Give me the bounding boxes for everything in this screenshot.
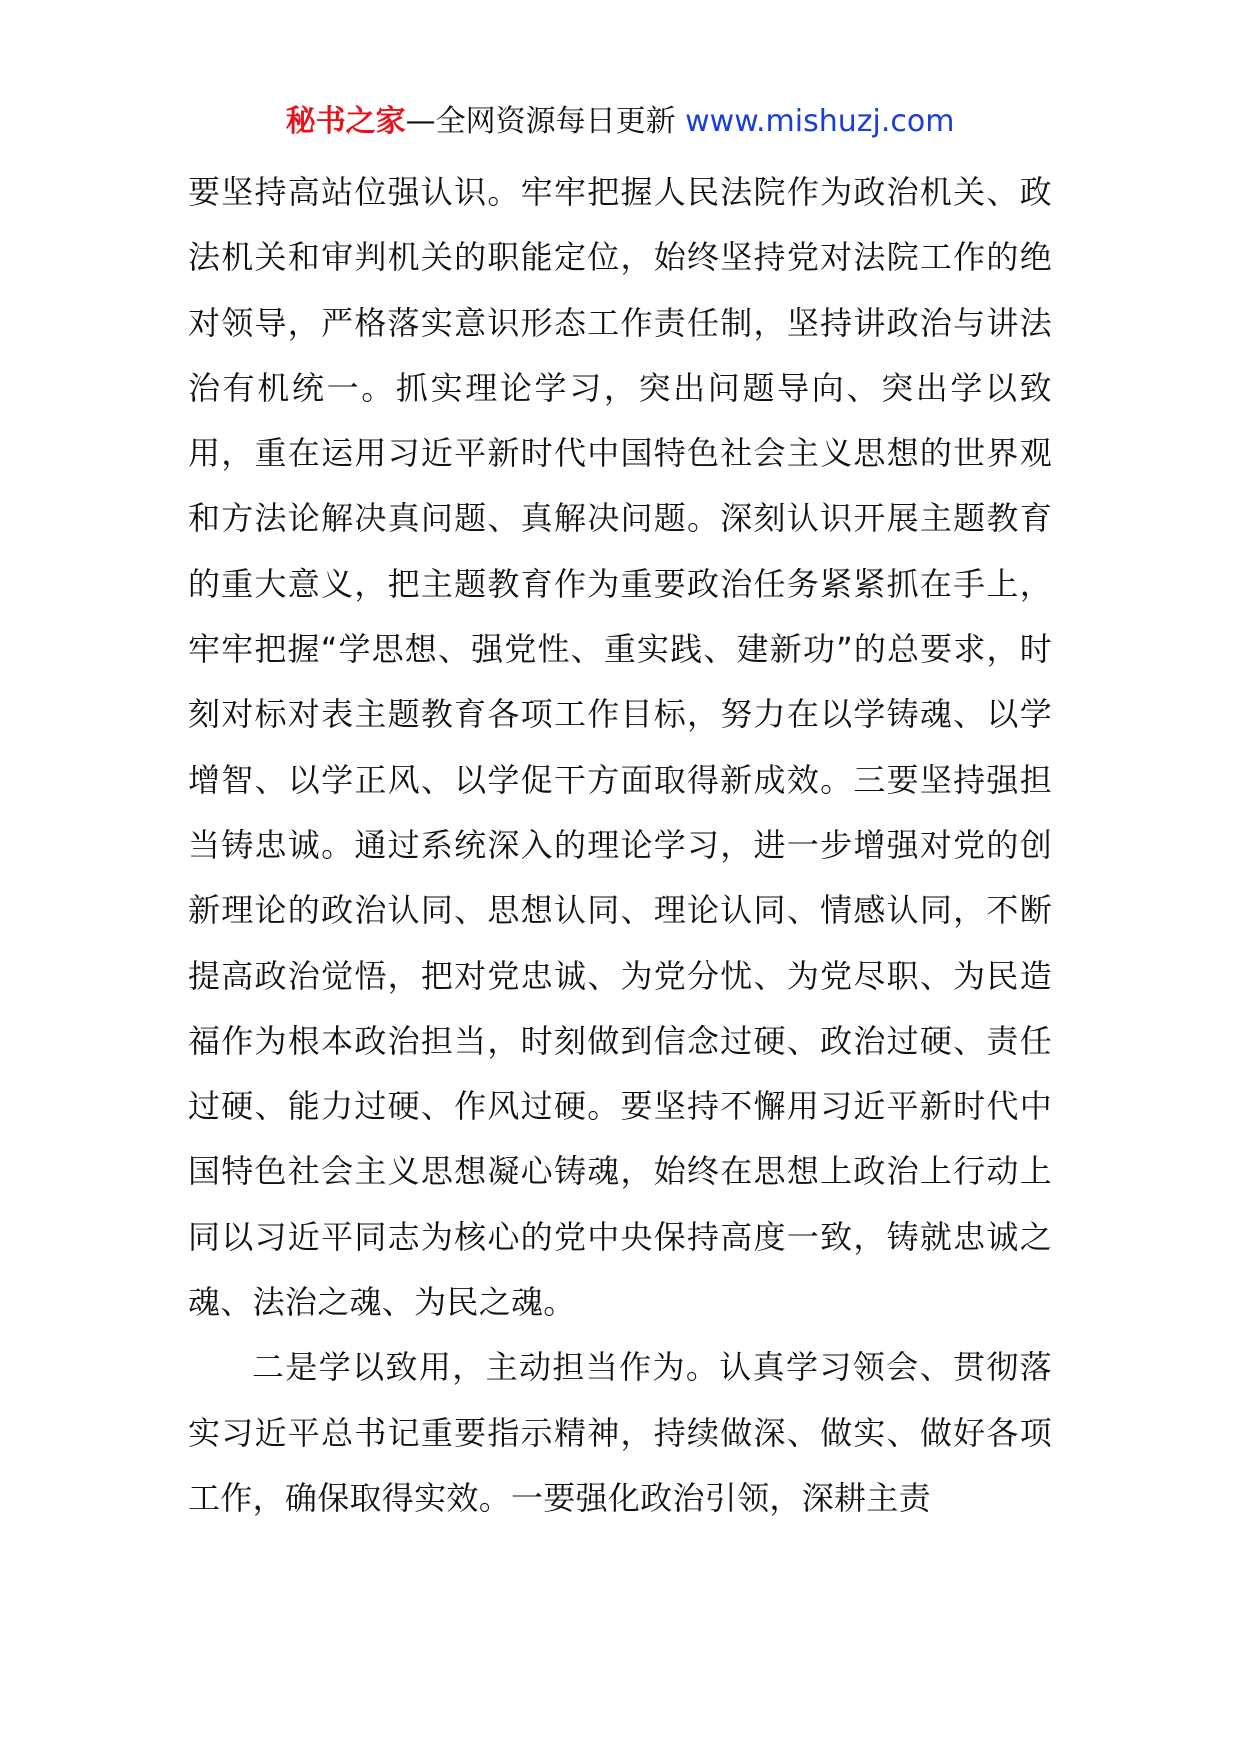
- body-paragraph: 二是学以致用，主动担当作为。认真学习领会、贯彻落实习近平总书记重要指示精神，持续做深、做实、做好各项工作，确保取得实效。一要强化政治引领，深耕主责: [188, 1348, 1052, 1517]
- header-tagline: —全网资源每日更新: [405, 104, 676, 139]
- body-paragraph: 要坚持高站位强认识。牢牢把握人民法院作为政治机关、政法机关和审判机关的职能定位，始终坚持党对法院工作的绝对领导，严格落实意识形态工作责任制，坚持讲政治与讲法治有机统一。抓实理论学习，突出问题导向、突出学以致用，重在运用习近平新时代中国特色社会主义思想的世界观和方法论解决真问题、真解决问题。深刻认识开展主题教育的重大意义，把主题教育作为重要政治任务紧紧抓在手上，牢牢把握“学思想、强党性、重实践、建新功”的总要求，时刻对标对表主题教育各项工作目标，努力在以学铸魂、以学增智、以学正风、以学促干方面取得新成效。三要坚持强担当铸忠诚。通过系统深入的理论学习，进一步增强对党的创新理论的政治认同、思想认同、理论认同、情感认同，不断提高政治觉悟，把对党忠诚、为党分忧、为党尽职、为民造福作为根本政治担当，时刻做到信念过硬、政治过硬、责任过硬、能力过硬、作风过硬。要坚持不懈用习近平新时代中国特色社会主义思想凝心铸魂，始终在思想上政治上行动上同以习近平同志为核心的党中央保持高度一致，铸就忠诚之魂、法治之魂、为民之魂。: [188, 173, 1052, 1322]
- brand-name: 秘书之家: [285, 104, 406, 139]
- watermark-header: [0, 100, 1240, 144]
- document-body: [188, 160, 1052, 1531]
- site-url-link[interactable]: www.mishuzj.com: [685, 104, 955, 139]
